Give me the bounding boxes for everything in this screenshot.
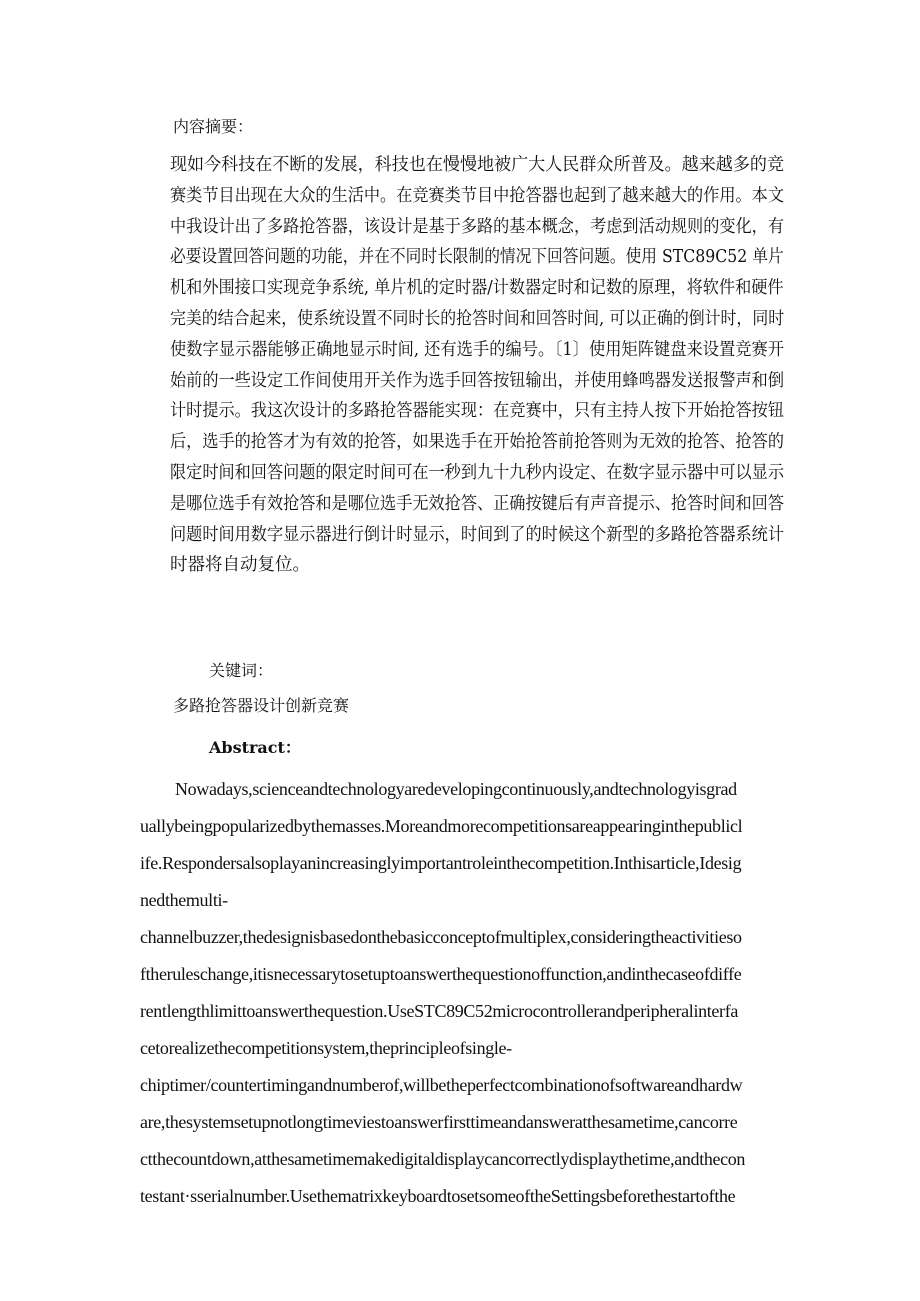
english-abstract-line: chiptimer/countertimingandnumberof,willbetheperfectcombinationofsoftwareandhardw [140, 1075, 743, 1095]
chinese-abstract-line: 始前的一些设定工作间使用开关作为选手回答按钮输出，并使用蜂鸣器发送报警声和倒 [170, 370, 784, 391]
chinese-abstract-line: 时器将自动复位。 [170, 555, 310, 576]
keywords-label: 关键词： [209, 661, 274, 680]
english-abstract-line: ife.Respondersalsoplayanincreasinglyimportantroleinthecompetition.Inthisarticle,Idesig [140, 853, 742, 873]
chinese-abstract-body [170, 150, 784, 581]
english-abstract-line: ctthecountdown,atthesametimemakedigitaldisplaycancorrectlydisplaythetime,andthecon [140, 1149, 746, 1169]
chinese-abstract-line: 计时提示。我这次设计的多路抢答器能实现：在竞赛中，只有主持人按下开始抢答按钮 [170, 401, 784, 422]
english-abstract-body [140, 771, 785, 1215]
english-abstract-line: uallybeingpopularizedbythemasses.Moreandmorecompetitionsareappearinginthepublicl [140, 816, 743, 836]
english-abstract-line: channelbuzzer,thedesignisbasedonthebasicconceptofmultiplex,consideringtheactivitieso [140, 927, 742, 947]
keywords-text: 多路抢答器设计创新竞赛 [173, 696, 350, 715]
chinese-abstract-line: 后，选手的抢答才为有效的抢答，如果选手在开始抢答前抢答则为无效的抢答、抢答的 [170, 432, 784, 453]
english-abstract-line: nedthemulti- [140, 890, 228, 910]
chinese-abstract-line: 中我设计出了多路抢答器，该设计是基于多路的基本概念，考虑到活动规则的变化，有 [170, 216, 784, 237]
chinese-abstract-line: 现如今科技在不断的发展，科技也在慢慢地被广大人民群众所普及。越来越多的竞 [170, 155, 784, 175]
english-abstract-line: testant·sserialnumber.UsethematrixkeyboardtosetsomeoftheSettingsbeforethestartofthe [140, 1186, 736, 1206]
english-abstract-line: ftheruleschange,itisnecessarytosetuptoanswerthequestionoffunction,andinthecaseofdiffe [140, 964, 742, 984]
english-abstract-line: are,thesystemsetupnotlongtimeviestoanswerfirsttimeandansweratthesametime,cancorre [140, 1112, 738, 1132]
chinese-abstract-line: 使数字显示器能够正确地显示时间, 还有选手的编号。〔1〕使用矩阵键盘来设置竞赛开 [170, 339, 785, 360]
english-abstract-line: Nowadays,scienceandtechnologyaredevelopingcontinuously,andtechnologyisgrad [175, 779, 737, 799]
chinese-abstract-label: 内容摘要： [173, 117, 254, 136]
chinese-abstract-line: 必要设置回答问题的功能，并在不同时长限制的情况下回答问题。使用 STC89C52 单片 [170, 247, 784, 268]
chinese-abstract-line: 限定时间和回答问题的限定时间可在一秒到九十九秒内设定、在数字显示器中可以显示 [170, 462, 784, 483]
chinese-abstract-line: 问题时间用数字显示器进行倒计时显示，时间到了的时候这个新型的多路抢答器系统计 [170, 524, 784, 545]
chinese-abstract-line: 赛类节目出现在大众的生活中。在竞赛类节目中抢答器也起到了越来越大的作用。本文 [170, 185, 784, 206]
english-abstract-line: cetorealizethecompetitionsystem,theprincipleofsingle- [140, 1038, 512, 1058]
chinese-abstract-line: 完美的结合起来，使系统设置不同时长的抢答时间和回答时间, 可以正确的倒计时，同时 [170, 308, 785, 329]
chinese-abstract-line: 是哪位选手有效抢答和是哪位选手无效抢答、正确按键后有声音提示、抢答时间和回答 [170, 493, 784, 514]
chinese-abstract-line: 机和外围接口实现竞争系统, 单片机的定时器/计数器定时和记数的原理，将软件和硬件 [170, 278, 784, 299]
english-abstract-label: Abstract： [209, 738, 301, 757]
english-abstract-line: rentlengthlimittoanswerthequestion.UseSTC89C52microcontrollerandperipheralinterfa [140, 1001, 738, 1021]
